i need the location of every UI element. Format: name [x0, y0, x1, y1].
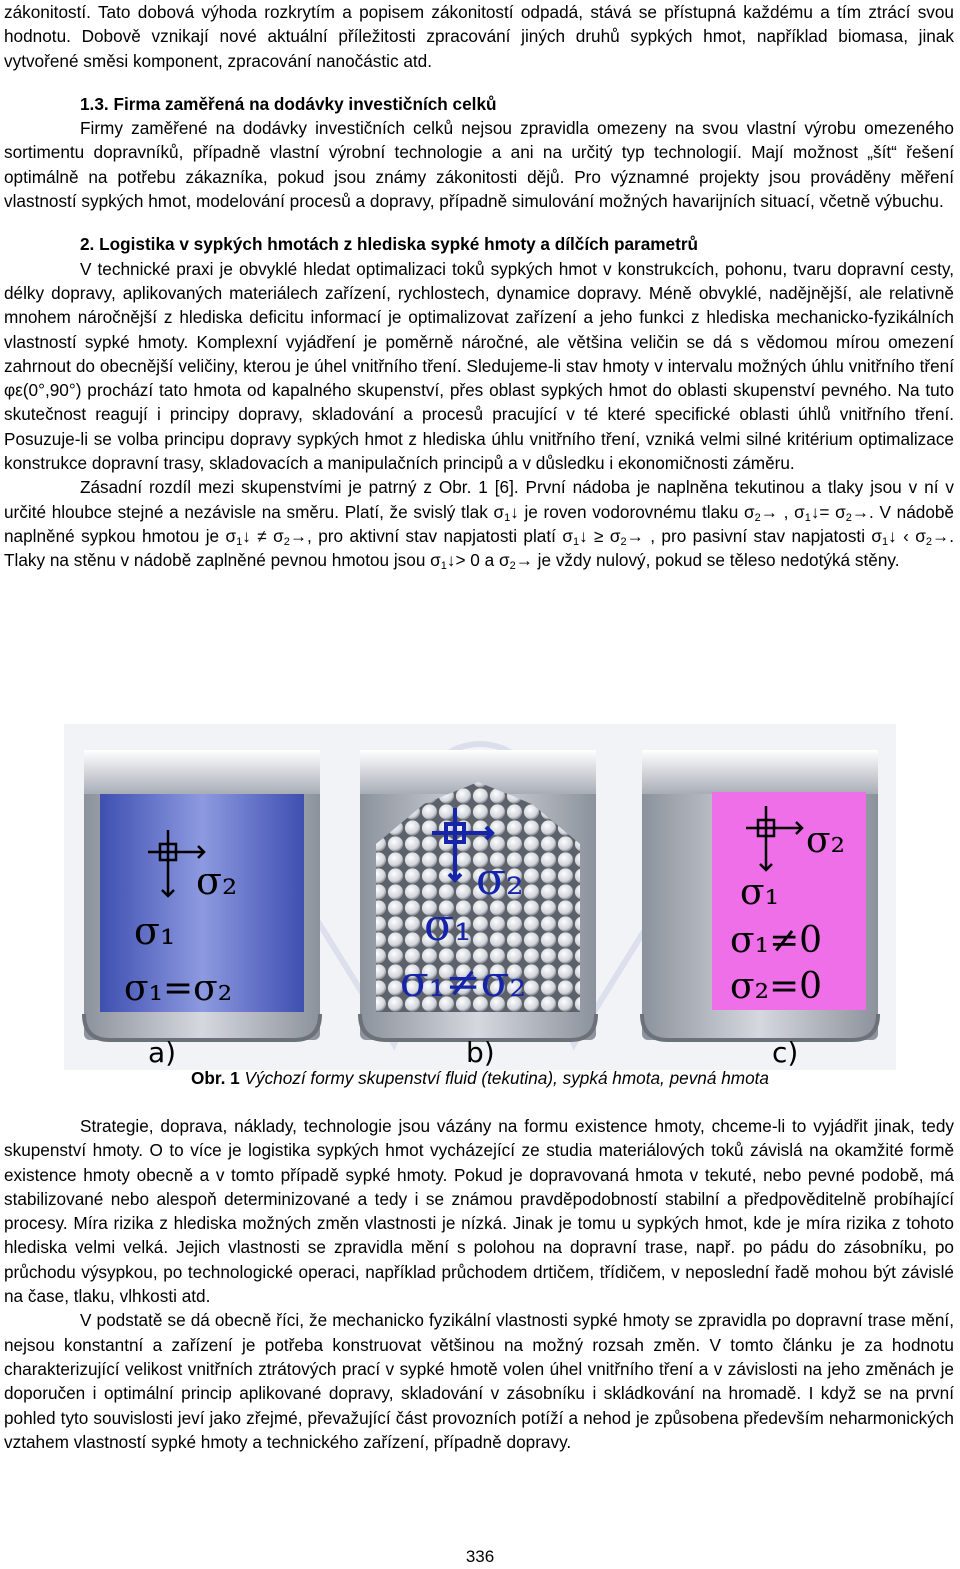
container-c-solid	[642, 750, 878, 1040]
c-sigma2-eq-zero: σ₂=0	[730, 966, 823, 1007]
label-c: c)	[772, 1036, 799, 1069]
container-a-liquid	[84, 750, 320, 1040]
caption-text: Výchozí formy skupenství fluid (tekutina), sypká hmota, pevná hmota	[239, 1068, 769, 1088]
upper-text	[4, 0, 954, 573]
label-b: b)	[466, 1036, 495, 1069]
caption-label: Obr. 1	[191, 1068, 240, 1088]
page-number: 336	[465, 1547, 495, 1566]
paragraph-conclusion: V podstatě se dá obecně říci, že mechanicko fyzikální vlastnosti sypké hmoty se zpravidla po dopravní trase mění, nejsou konstantní a zařízení je potřeba konstruovat většinou na možný rozsah změn. V tomto článku je za hodnotu charakterizující velikost vnitřních ztrátových prací v sypké hmotě volen úhel vnitřního tření a v závislosti na jeho změnách je doporučen i optimální princip aplikované dopravy, skladování v zásobníku i skládkování na hromadě. I když se na první pohled tyto souvislosti jeví jako zřejmé, převažující část provozních potíží a nehod je způsobena především neharmonických vztahem vlastností sypké hmoty a technického zařízení, případně dopravy.	[4, 1310, 954, 1452]
figure-caption	[0, 1068, 960, 1089]
a-sigma1-label: σ₁	[134, 909, 176, 953]
section-heading-2: 2. Logistika v sypkých hmotách z hlediska sypké hmoty a dílčích parametrů	[80, 234, 699, 255]
section-heading-1-3: 1.3. Firma zaměřená na dodávky investičních celků	[80, 93, 497, 114]
label-a: a)	[148, 1036, 177, 1069]
paragraph-strategy: Strategie, doprava, náklady, technologie jsou vázány na formu existence hmoty, chceme-li to vyjádřit jinak, tedy skupenství hmoty. O to více je logistika sypkých hmot vycházející ze studia materiálových toků závislá na okamžité formě existence hmoty obecně a v tomto případě sypké hmoty. Pokud je dopravovaná hmota v tekuté, nebo pevné podobě, má stabilizované nebo alespoň determinizované a tedy i se známou pravděpodobností stabilní a předpověditelně probíhající procesy. Míra rizika z hlediska možných změn vlastnosti je nízká. Jinak je tomu u sypkých hmot, kde je míra rizika z tohoto hlediska velmi velká. Jejich vlastnosti se zpravidla mění s polohou na dopravní trase, např. po pádu do zásobníku, po průchodu výsypkou, po technologické operaci, například průchodem drtičem, třídičem, v neposlední řadě mohou být závislé na čase, tlaku, vlhkosti atd.	[4, 1116, 954, 1307]
container-b-granular	[360, 750, 596, 1040]
b-sigma1-label: σ₁	[424, 900, 472, 951]
lower-text	[4, 1114, 954, 1454]
figure-states-of-matter	[64, 724, 896, 1070]
b-sigma2-label: σ₂	[476, 854, 524, 905]
b-inequality-label: σ₁≠σ₂	[400, 957, 527, 1006]
paragraph-intro: zákonitostí. Tato dobová výhoda rozkrytím a popisem zákonitostí odpadá, stává se přístupná každému a tím ztrácí svou hodnotu. Dobově vznikají nové aktuální příležitosti zpracování jiných druhů sypkých hmot, například biomasa, jinak vytvořené směsi komponent, zpracování nanočástic atd.	[4, 2, 954, 71]
c-sigma2-label: σ₂	[806, 820, 846, 861]
a-equation-label: σ₁=σ₂	[124, 968, 233, 1009]
c-sigma1-label: σ₁	[740, 872, 780, 913]
a-sigma2-label: σ₂	[196, 859, 238, 903]
section-1-3-text: Firmy zaměřené na dodávky investičních celků nejsou zpravidla omezeny na svou vlastní výrobu omezeného sortimentu dopravníků, případně vlastní výrobní technologie a ani na určitý typ technologií. Mají možnost „šít“ řešení optimálně na potřebu zákazníka, pokud jsou známy zákonitosti dějů. Pro významné projekty jsou prováděny měření vlastností sypkých hmot, modelování procesů a dopravy, případně simulování možných havarijních situací, včetně výbuchu.	[4, 118, 954, 212]
section-2-text: V technické praxi je obvyklé hledat optimalizaci toků sypkých hmot v konstrukcích, pohonu, tvaru dopravní cesty, délky dopravy, aplikovaných materiálech zařízení, rychlostech, dynamice dopravy. Méně obvyklé, nadějnější, ale relativně mnohem náročnější z hlediska deficitu informací je optimalizovat zařízení a jeho funkci z hlediska mechanicko-fyzikálních vlastností sypké hmoty. Komplexní vyjádření je poměrně náročné, ale většina veličin se dá s vědomou mírou omezení zahrnout do obecnější veličiny, kterou je úhel vnitřního tření. Sledujeme-li stav hmoty v intervalu možných úhlu vnitřního tření φε(0°,90°) prochází tato hmota od kapalného skupenství, přes oblast sypkých hmot do oblasti skupenství pevného. Na tuto skutečnost reagují i principy dopravy, skladování a procesů pracující v té které specifické oblasti úhlů vnitřního tření. Posuzuje-li se volba principu dopravy sypkých hmot z hlediska úhlu vnitřního tření, vzniká velmi silné kritérium optimalizace konstrukce dopravní trasy, skladovacích a manipulačních principů a v důsledku i ekonomičnosti záměru.	[4, 258, 954, 474]
c-sigma1-ne-zero: σ₁≠0	[730, 920, 823, 961]
section-2-paragraph-2: Zásadní rozdíl mezi skupenstvími je patrný z Obr. 1 [6]. První nádoba je naplněna tekutinou a tlaky jsou v ní v určité hloubce stejné a nezávisle na směru. Platí, že svislý tlak $\sigma_1↓$ je roven vodorovnému tlaku $\sigma_2\to$ , $\sigma_1↓= \sigma_2\to$. V nádobě naplněné sypkou hmotou je $\sigma_1↓ \ne \sigma_2\to$, pro aktivní stav napjatosti platí $\sigma_1↓ \ge \sigma_2\to$ , pro pasivní stav napjatosti $\sigma_1↓$ ‹ $\sigma_2\to$. Tlaky na stěnu v nádobě zaplněné pevnou hmotou jsou $\sigma_1↓> 0$ a $\sigma_2\to$ je vždy nulový, pokud se těleso nedotýká stěny.	[4, 477, 955, 573]
